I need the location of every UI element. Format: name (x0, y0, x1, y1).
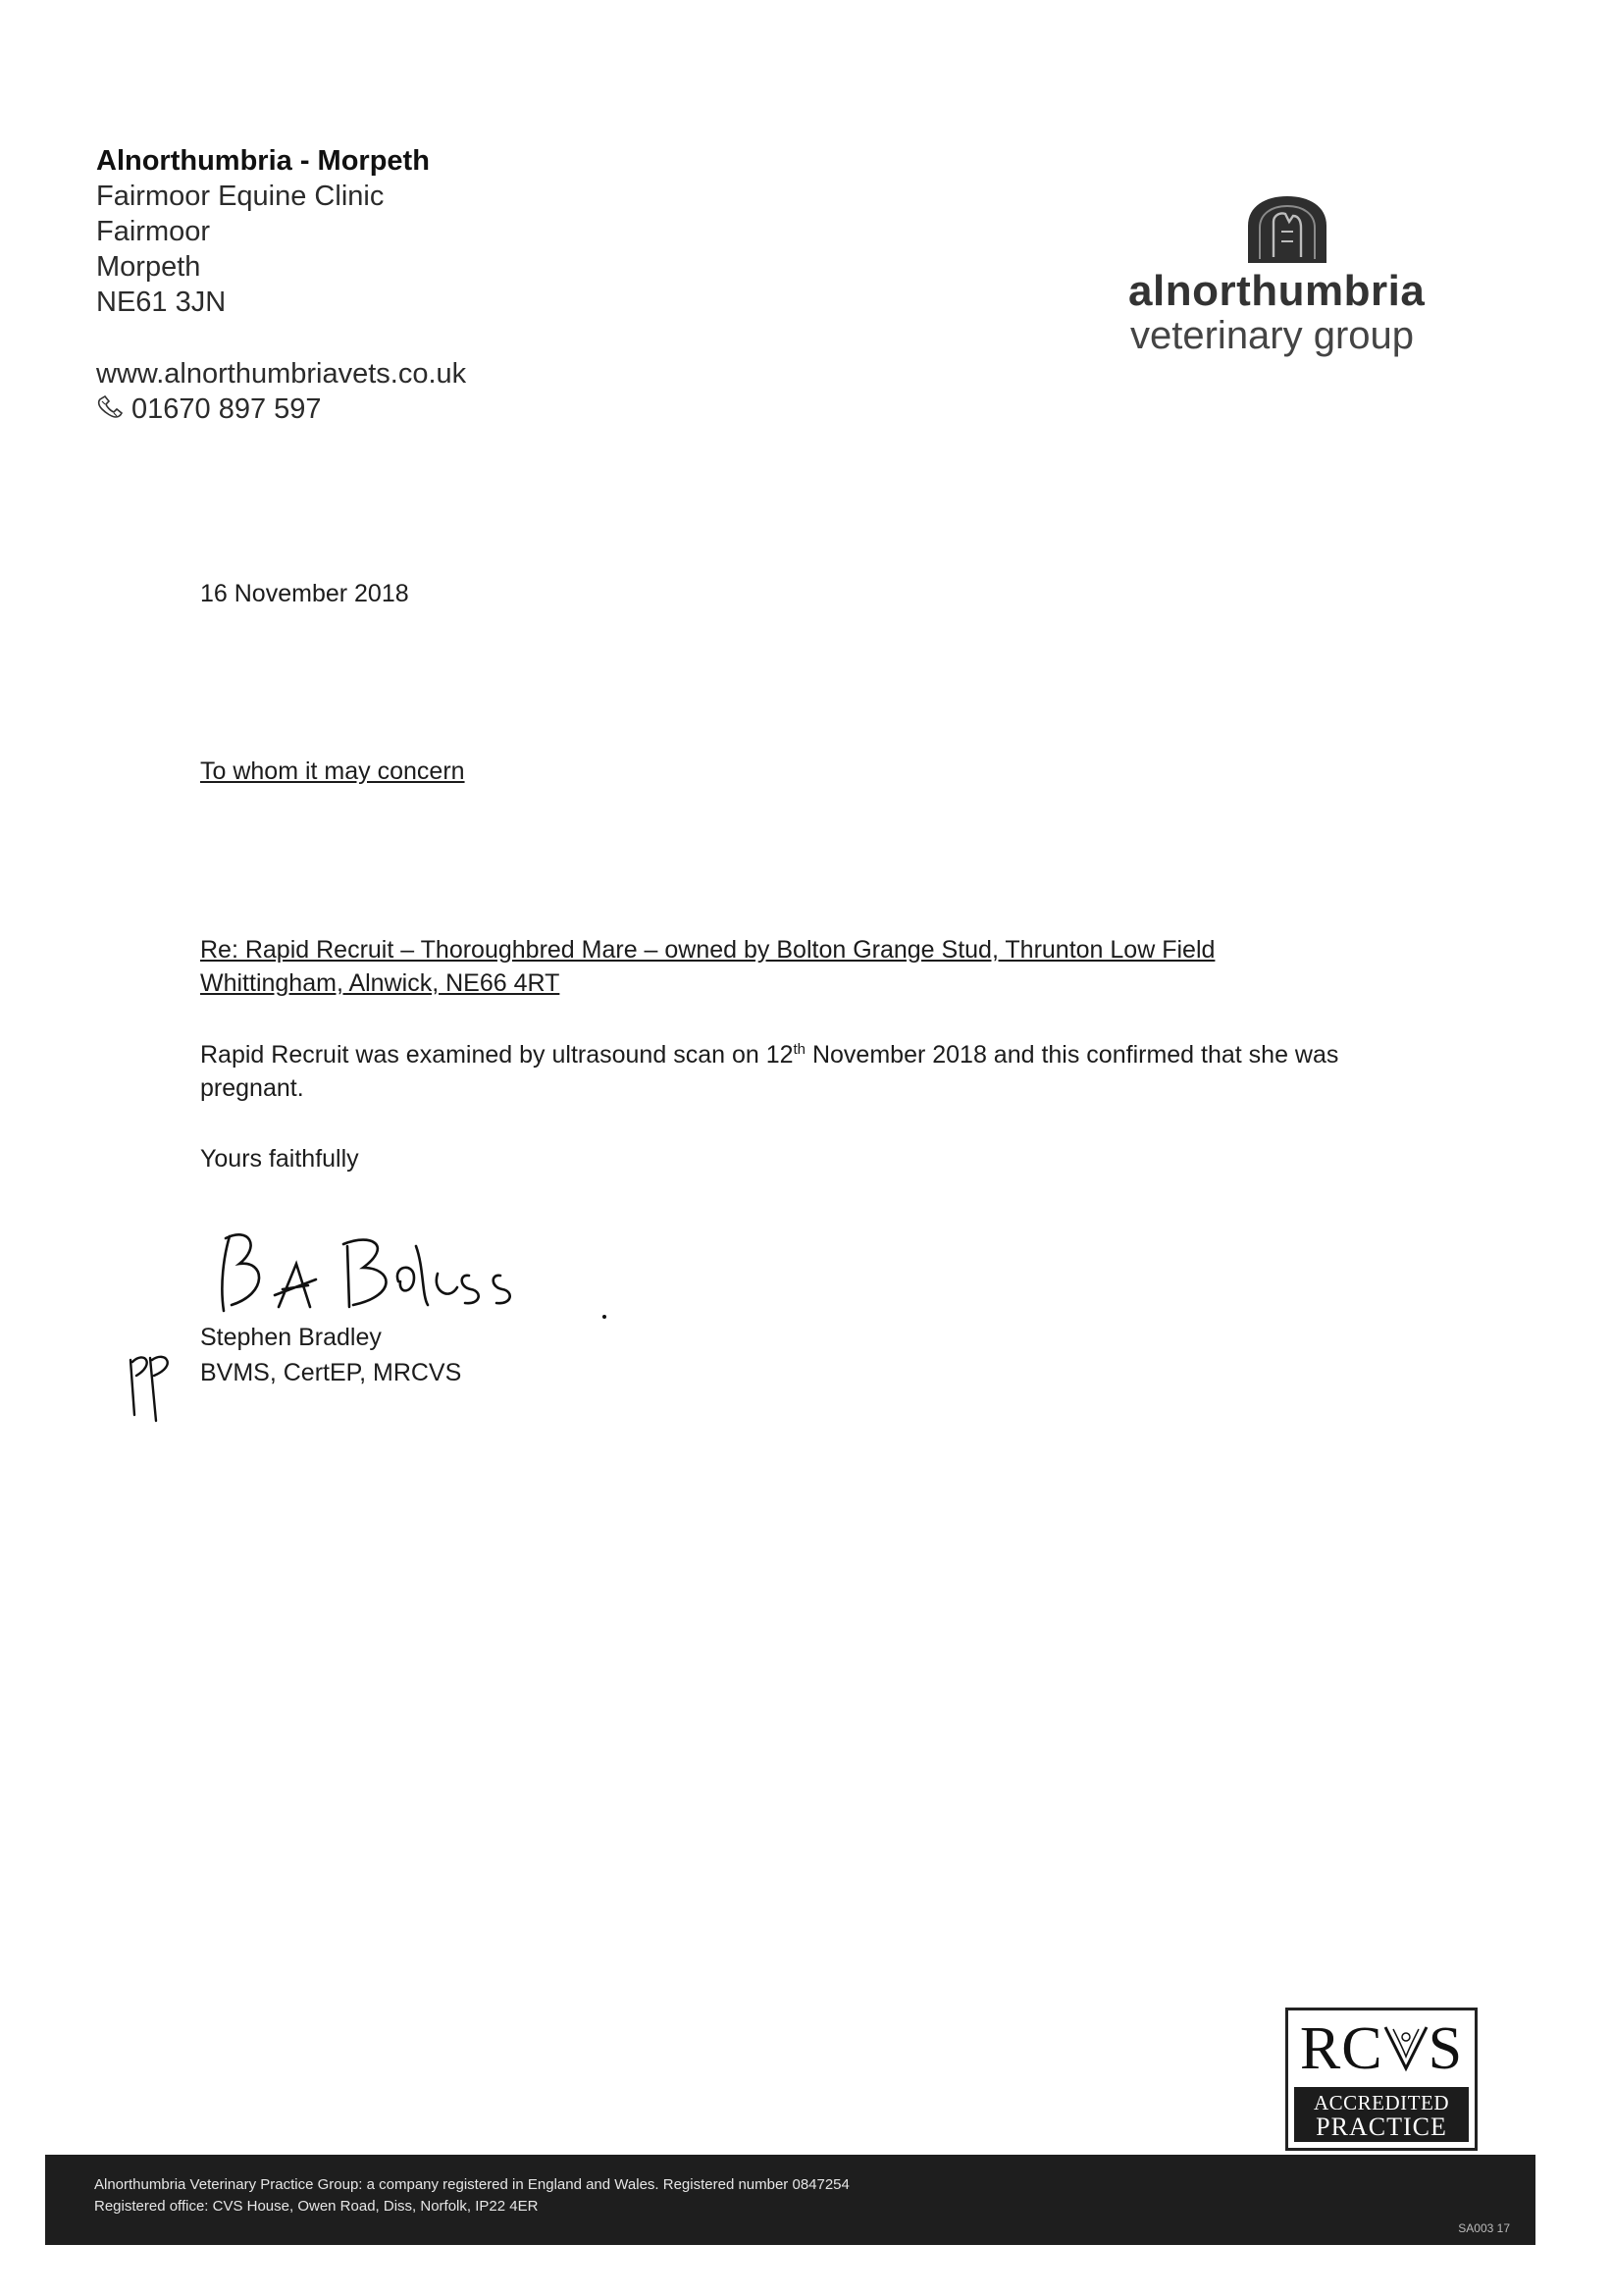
horse-head-icon (1238, 192, 1336, 265)
signatory-name: Stephen Bradley (200, 1324, 382, 1351)
sender-org-name: Alnorthumbria - Morpeth (96, 145, 430, 177)
rcvs-v-emblem-icon (1383, 2023, 1429, 2072)
address-line: Fairmoor Equine Clinic (96, 181, 385, 212)
footer-reference: SA003 17 (1458, 2221, 1510, 2235)
body-paragraph (200, 1038, 1378, 1105)
handwritten-signature (206, 1217, 618, 1325)
body-text-end: November 2018 and this confirmed that she was pregnant. (200, 1041, 1339, 1102)
address-line: Morpeth (96, 251, 201, 283)
footer-line: Alnorthumbria Veterinary Practice Group: a company registered in England and Wales. Registered number 0847254 (94, 2176, 850, 2193)
closing: Yours faithfully (200, 1145, 359, 1173)
rcvs-label (1294, 2087, 1469, 2142)
rcvs-logo (1288, 2010, 1475, 2087)
pp-handwritten-mark (123, 1346, 182, 1425)
rcvs-logo-right: S (1428, 2014, 1464, 2082)
ordinal-suffix: th (793, 1041, 806, 1058)
sender-contact (96, 356, 466, 427)
logo-subtitle: veterinary group (1130, 314, 1415, 357)
phone-number: 01670 897 597 (131, 393, 322, 425)
rcvs-accredited-text: ACCREDITED (1314, 2091, 1449, 2114)
website: www.alnorthumbriavets.co.uk (96, 358, 467, 390)
subject-line (200, 933, 1378, 1000)
logo-name: alnorthumbria (1128, 267, 1426, 315)
letter-date: 16 November 2018 (200, 580, 409, 607)
subject-line-2: Whittingham, Alnwick, NE66 4RT (200, 969, 560, 997)
phone-line (96, 391, 466, 427)
sender-address (96, 143, 430, 320)
rcvs-logo-left: RC (1299, 2014, 1383, 2082)
subject-line-1: Re: Rapid Recruit – Thoroughbred Mare – owned by Bolton Grange Stud, Thrunton Low Field (200, 936, 1216, 964)
footer-company-info (94, 2174, 850, 2218)
rcvs-accreditation-badge (1285, 2008, 1478, 2151)
address-line: Fairmoor (96, 216, 211, 247)
salutation: To whom it may concern (200, 757, 465, 785)
footer-line: Registered office: CVS House, Owen Road, Diss, Norfolk, IP22 4ER (94, 2198, 539, 2215)
phone-icon (96, 395, 126, 421)
address-line: NE61 3JN (96, 287, 227, 318)
body-text-start: Rapid Recruit was examined by ultrasound scan on 12 (200, 1041, 794, 1069)
rcvs-practice-text: PRACTICE (1316, 2113, 1447, 2141)
signatory-qualifications: BVMS, CertEP, MRCVS (200, 1359, 462, 1386)
footer-bar (45, 2155, 1535, 2245)
practice-logo (1118, 192, 1452, 369)
